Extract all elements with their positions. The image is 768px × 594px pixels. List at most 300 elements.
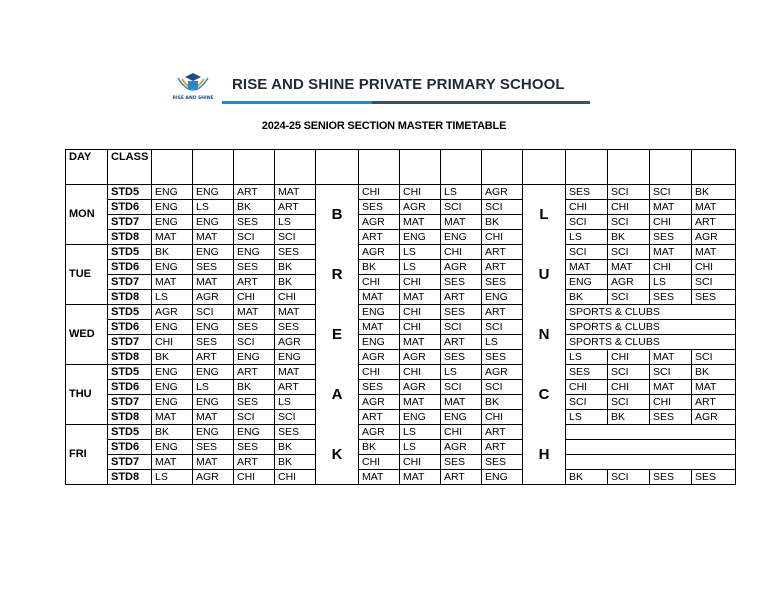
subject-cell: CHI: [359, 275, 400, 290]
period-header: [608, 150, 650, 185]
subject-cell: AGR: [152, 305, 193, 320]
subject-cell: SES: [234, 215, 275, 230]
subject-cell: SES: [650, 410, 692, 425]
subject-cell: ENG: [400, 410, 441, 425]
subject-cell: SES: [359, 200, 400, 215]
subject-cell: ART: [441, 335, 482, 350]
subject-cell: MAT: [152, 275, 193, 290]
subject-cell: AGR: [193, 290, 234, 305]
day-cell: MON: [66, 185, 108, 245]
subject-cell: CHI: [650, 215, 692, 230]
table-row: [66, 320, 736, 335]
subject-cell: SCI: [608, 185, 650, 200]
subject-cell: ENG: [152, 365, 193, 380]
subject-cell: BK: [692, 365, 736, 380]
sports-clubs-cell: SPORTS & CLUBS: [566, 320, 736, 335]
subject-cell: MAT: [152, 455, 193, 470]
lunch-cell: H: [523, 425, 566, 485]
subject-cell: SES: [193, 335, 234, 350]
table-row: [66, 305, 736, 320]
subject-cell: BK: [152, 245, 193, 260]
day-column-header: DAY: [66, 150, 108, 185]
subject-cell: BK: [152, 350, 193, 365]
subject-cell: SCI: [608, 290, 650, 305]
lunch-cell: L: [523, 185, 566, 245]
subject-cell: CHI: [692, 260, 736, 275]
subject-cell: LS: [193, 200, 234, 215]
subject-cell: MAT: [400, 290, 441, 305]
subject-cell: BK: [482, 215, 523, 230]
subject-cell: ART: [359, 230, 400, 245]
subject-cell: SCI: [193, 305, 234, 320]
subject-cell: ENG: [193, 365, 234, 380]
subject-cell: AGR: [482, 365, 523, 380]
subject-cell: MAT: [275, 305, 316, 320]
subject-cell: ENG: [566, 275, 608, 290]
table-row: [66, 425, 736, 440]
subject-cell: SES: [441, 305, 482, 320]
class-cell: STD6: [108, 440, 152, 455]
subject-cell: LS: [482, 335, 523, 350]
subject-cell: BK: [275, 275, 316, 290]
subject-cell: ART: [482, 425, 523, 440]
subject-cell: SCI: [482, 380, 523, 395]
class-cell: STD8: [108, 230, 152, 245]
day-cell: TUE: [66, 245, 108, 305]
header-rule-accent: [222, 101, 372, 104]
subject-cell: CHI: [359, 185, 400, 200]
subject-cell: CHI: [482, 410, 523, 425]
school-logo-icon: [168, 70, 218, 102]
subject-cell: MAT: [692, 200, 736, 215]
subject-cell: CHI: [275, 290, 316, 305]
subject-cell: SES: [193, 260, 234, 275]
class-column-header: CLASS: [108, 150, 152, 185]
subject-cell: ENG: [152, 440, 193, 455]
subject-cell: CHI: [608, 350, 650, 365]
class-cell: STD7: [108, 215, 152, 230]
subject-cell: LS: [400, 425, 441, 440]
subject-cell: ENG: [152, 320, 193, 335]
subject-cell: BK: [482, 395, 523, 410]
subject-cell: MAT: [359, 290, 400, 305]
subject-cell: SCI: [234, 335, 275, 350]
class-cell: STD5: [108, 245, 152, 260]
subject-cell: SES: [482, 275, 523, 290]
period-header: [482, 150, 523, 185]
period-header: [650, 150, 692, 185]
break-cell: B: [316, 185, 359, 245]
subject-cell: BK: [566, 290, 608, 305]
table-row: [66, 245, 736, 260]
subject-cell: BK: [275, 440, 316, 455]
subject-cell: AGR: [359, 395, 400, 410]
subject-cell: ART: [234, 455, 275, 470]
subject-cell: CHI: [441, 425, 482, 440]
table-row: [66, 440, 736, 455]
subject-cell: MAT: [234, 305, 275, 320]
table-row: [66, 365, 736, 380]
subject-cell: SES: [234, 320, 275, 335]
subject-cell: MAT: [400, 395, 441, 410]
class-cell: STD5: [108, 365, 152, 380]
subject-cell: ART: [482, 260, 523, 275]
period-header: [359, 150, 400, 185]
subject-cell: BK: [692, 185, 736, 200]
subject-cell: SCI: [608, 395, 650, 410]
subject-cell: MAT: [275, 185, 316, 200]
class-cell: STD5: [108, 185, 152, 200]
subject-cell: AGR: [359, 350, 400, 365]
subject-cell: ART: [234, 365, 275, 380]
subject-cell: MAT: [359, 320, 400, 335]
subject-cell: SES: [650, 230, 692, 245]
subject-cell: AGR: [692, 230, 736, 245]
subject-cell: SES: [275, 245, 316, 260]
sports-clubs-cell: SPORTS & CLUBS: [566, 305, 736, 320]
subject-cell: ENG: [234, 245, 275, 260]
empty-merged-cell: [566, 425, 736, 440]
subject-cell: MAT: [692, 380, 736, 395]
subject-cell: ART: [482, 440, 523, 455]
subject-cell: CHI: [400, 320, 441, 335]
subject-cell: ENG: [441, 410, 482, 425]
subject-cell: BK: [608, 410, 650, 425]
subject-cell: ENG: [152, 395, 193, 410]
subject-cell: LS: [275, 215, 316, 230]
subject-cell: ENG: [400, 230, 441, 245]
subject-cell: AGR: [692, 410, 736, 425]
subject-cell: ENG: [441, 230, 482, 245]
subject-cell: BK: [359, 440, 400, 455]
table-row: [66, 470, 736, 485]
subject-cell: SES: [441, 350, 482, 365]
subject-cell: CHI: [482, 230, 523, 245]
subject-cell: AGR: [400, 380, 441, 395]
period-header: [400, 150, 441, 185]
subject-cell: CHI: [441, 245, 482, 260]
subject-cell: ENG: [152, 185, 193, 200]
empty-merged-cell: [566, 440, 736, 455]
subject-cell: LS: [152, 290, 193, 305]
subject-cell: CHI: [566, 200, 608, 215]
break-cell: R: [316, 245, 359, 305]
subject-cell: SES: [650, 290, 692, 305]
subject-cell: MAT: [441, 395, 482, 410]
sports-clubs-cell: SPORTS & CLUBS: [566, 335, 736, 350]
subject-cell: MAT: [193, 275, 234, 290]
timetable-title: 2024-25 SENIOR SECTION MASTER TIMETABLE: [261, 120, 507, 132]
day-cell: WED: [66, 305, 108, 365]
class-cell: STD7: [108, 455, 152, 470]
lunch-cell: N: [523, 305, 566, 365]
subject-cell: ART: [234, 275, 275, 290]
table-row: [66, 260, 736, 275]
subject-cell: CHI: [400, 275, 441, 290]
subject-cell: ART: [275, 200, 316, 215]
class-cell: STD7: [108, 275, 152, 290]
subject-cell: ENG: [193, 395, 234, 410]
subject-cell: CHI: [400, 185, 441, 200]
subject-cell: SES: [566, 365, 608, 380]
period-header: [566, 150, 608, 185]
subject-cell: SES: [566, 185, 608, 200]
table-row: [66, 455, 736, 470]
break-cell: A: [316, 365, 359, 425]
subject-cell: SCI: [234, 230, 275, 245]
subject-cell: ENG: [193, 245, 234, 260]
table-row: [66, 395, 736, 410]
subject-cell: AGR: [400, 350, 441, 365]
subject-cell: SES: [650, 470, 692, 485]
subject-cell: LS: [400, 440, 441, 455]
subject-cell: SCI: [650, 185, 692, 200]
subject-cell: AGR: [359, 425, 400, 440]
subject-cell: SCI: [608, 245, 650, 260]
table-row: [66, 215, 736, 230]
empty-merged-cell: [566, 455, 736, 470]
subject-cell: BK: [234, 380, 275, 395]
subject-cell: SES: [193, 440, 234, 455]
subject-cell: SES: [441, 275, 482, 290]
subject-cell: SCI: [441, 380, 482, 395]
class-cell: STD6: [108, 320, 152, 335]
subject-cell: ENG: [152, 380, 193, 395]
subject-cell: SES: [482, 350, 523, 365]
subject-cell: SES: [359, 380, 400, 395]
subject-cell: BK: [566, 470, 608, 485]
subject-cell: SCI: [275, 410, 316, 425]
subject-cell: SCI: [482, 320, 523, 335]
break-cell: E: [316, 305, 359, 365]
subject-cell: LS: [441, 185, 482, 200]
class-cell: STD5: [108, 305, 152, 320]
subject-cell: LS: [441, 365, 482, 380]
subject-cell: ENG: [152, 200, 193, 215]
subject-cell: MAT: [275, 365, 316, 380]
subject-cell: MAT: [400, 470, 441, 485]
subject-cell: CHI: [234, 290, 275, 305]
day-cell: THU: [66, 365, 108, 425]
subject-cell: ART: [441, 470, 482, 485]
subject-cell: SCI: [608, 365, 650, 380]
subject-cell: LS: [275, 395, 316, 410]
table-row: [66, 275, 736, 290]
subject-cell: CHI: [275, 470, 316, 485]
period-header: [441, 150, 482, 185]
subject-cell: AGR: [359, 245, 400, 260]
logo-text: RISE AND SHINE: [172, 96, 214, 101]
table-row: [66, 185, 736, 200]
subject-cell: AGR: [359, 215, 400, 230]
subject-cell: CHI: [359, 365, 400, 380]
subject-cell: ART: [441, 290, 482, 305]
subject-cell: MAT: [193, 455, 234, 470]
subject-cell: SCI: [692, 350, 736, 365]
subject-cell: SCI: [650, 365, 692, 380]
subject-cell: MAT: [152, 410, 193, 425]
period-header: [234, 150, 275, 185]
subject-cell: LS: [152, 470, 193, 485]
period-header: [692, 150, 736, 185]
period-header: [275, 150, 316, 185]
period-header: [193, 150, 234, 185]
subject-cell: LS: [566, 350, 608, 365]
subject-cell: MAT: [650, 200, 692, 215]
subject-cell: LS: [566, 410, 608, 425]
subject-cell: MAT: [400, 335, 441, 350]
subject-cell: ENG: [359, 305, 400, 320]
lunch-cell: U: [523, 245, 566, 305]
subject-cell: LS: [650, 275, 692, 290]
subject-cell: ENG: [193, 215, 234, 230]
subject-cell: MAT: [650, 350, 692, 365]
subject-cell: ART: [482, 305, 523, 320]
subject-cell: SCI: [441, 200, 482, 215]
subject-cell: SCI: [566, 245, 608, 260]
subject-cell: ART: [193, 350, 234, 365]
subject-cell: ART: [692, 395, 736, 410]
subject-cell: SES: [441, 455, 482, 470]
subject-cell: BK: [608, 230, 650, 245]
subject-cell: CHI: [650, 395, 692, 410]
subject-cell: LS: [193, 380, 234, 395]
class-cell: STD6: [108, 200, 152, 215]
class-cell: STD8: [108, 350, 152, 365]
master-timetable: [65, 149, 736, 485]
subject-cell: ENG: [193, 185, 234, 200]
lunch-header: [523, 150, 566, 185]
subject-cell: ENG: [152, 215, 193, 230]
school-name: RISE AND SHINE PRIVATE PRIMARY SCHOOL: [232, 76, 565, 93]
subject-cell: SES: [482, 455, 523, 470]
subject-cell: MAT: [400, 215, 441, 230]
header-row: [66, 150, 736, 185]
table-row: [66, 380, 736, 395]
subject-cell: LS: [566, 230, 608, 245]
class-cell: STD6: [108, 380, 152, 395]
subject-cell: ENG: [193, 425, 234, 440]
subject-cell: SCI: [692, 275, 736, 290]
school-header: [168, 68, 598, 106]
subject-cell: ENG: [275, 350, 316, 365]
subject-cell: ART: [692, 215, 736, 230]
subject-cell: AGR: [441, 260, 482, 275]
subject-cell: MAT: [152, 230, 193, 245]
class-cell: STD5: [108, 425, 152, 440]
subject-cell: MAT: [193, 230, 234, 245]
table-row: [66, 290, 736, 305]
subject-cell: SES: [692, 470, 736, 485]
subject-cell: SCI: [275, 230, 316, 245]
subject-cell: MAT: [608, 260, 650, 275]
subject-cell: SCI: [234, 410, 275, 425]
subject-cell: CHI: [608, 200, 650, 215]
class-cell: STD8: [108, 290, 152, 305]
break-cell: K: [316, 425, 359, 485]
subject-cell: AGR: [400, 200, 441, 215]
subject-cell: SES: [234, 440, 275, 455]
subject-cell: MAT: [441, 215, 482, 230]
subject-cell: AGR: [608, 275, 650, 290]
subject-cell: ENG: [193, 320, 234, 335]
subject-cell: SCI: [608, 470, 650, 485]
lunch-cell: C: [523, 365, 566, 425]
class-cell: STD8: [108, 470, 152, 485]
subject-cell: ART: [482, 245, 523, 260]
subject-cell: ENG: [152, 260, 193, 275]
subject-cell: SCI: [566, 215, 608, 230]
subject-cell: ART: [359, 410, 400, 425]
subject-cell: AGR: [275, 335, 316, 350]
subject-cell: SES: [692, 290, 736, 305]
subject-cell: BK: [275, 455, 316, 470]
period-header: [152, 150, 193, 185]
subject-cell: CHI: [566, 380, 608, 395]
subject-cell: SES: [275, 320, 316, 335]
subject-cell: CHI: [400, 365, 441, 380]
subject-cell: BK: [234, 200, 275, 215]
subject-cell: LS: [400, 260, 441, 275]
subject-cell: AGR: [482, 185, 523, 200]
subject-cell: ENG: [482, 470, 523, 485]
subject-cell: CHI: [608, 380, 650, 395]
subject-cell: CHI: [359, 455, 400, 470]
subject-cell: SES: [275, 425, 316, 440]
table-row: [66, 200, 736, 215]
subject-cell: BK: [152, 425, 193, 440]
subject-cell: SCI: [566, 395, 608, 410]
table-row: [66, 335, 736, 350]
table-row: [66, 410, 736, 425]
day-cell: FRI: [66, 425, 108, 485]
subject-cell: MAT: [692, 245, 736, 260]
subject-cell: CHI: [152, 335, 193, 350]
table-row: [66, 230, 736, 245]
subject-cell: MAT: [650, 245, 692, 260]
subject-cell: BK: [359, 260, 400, 275]
subject-cell: ART: [234, 185, 275, 200]
subject-cell: SCI: [608, 215, 650, 230]
subject-cell: ENG: [359, 335, 400, 350]
class-cell: STD7: [108, 395, 152, 410]
subject-cell: MAT: [650, 380, 692, 395]
subject-cell: MAT: [193, 410, 234, 425]
class-cell: STD6: [108, 260, 152, 275]
subject-cell: SES: [234, 395, 275, 410]
subject-cell: AGR: [441, 440, 482, 455]
break-header: [316, 150, 359, 185]
class-cell: STD8: [108, 410, 152, 425]
subject-cell: SCI: [441, 320, 482, 335]
subject-cell: ENG: [234, 425, 275, 440]
subject-cell: ENG: [234, 350, 275, 365]
subject-cell: CHI: [400, 305, 441, 320]
subject-cell: MAT: [566, 260, 608, 275]
subject-cell: ENG: [482, 290, 523, 305]
subject-cell: MAT: [359, 470, 400, 485]
subject-cell: ART: [275, 380, 316, 395]
subject-cell: AGR: [193, 470, 234, 485]
subject-cell: LS: [400, 245, 441, 260]
class-cell: STD7: [108, 335, 152, 350]
subject-cell: CHI: [400, 455, 441, 470]
subject-cell: SCI: [482, 200, 523, 215]
subject-cell: CHI: [234, 470, 275, 485]
subject-cell: BK: [275, 260, 316, 275]
subject-cell: SES: [234, 260, 275, 275]
subject-cell: CHI: [650, 260, 692, 275]
